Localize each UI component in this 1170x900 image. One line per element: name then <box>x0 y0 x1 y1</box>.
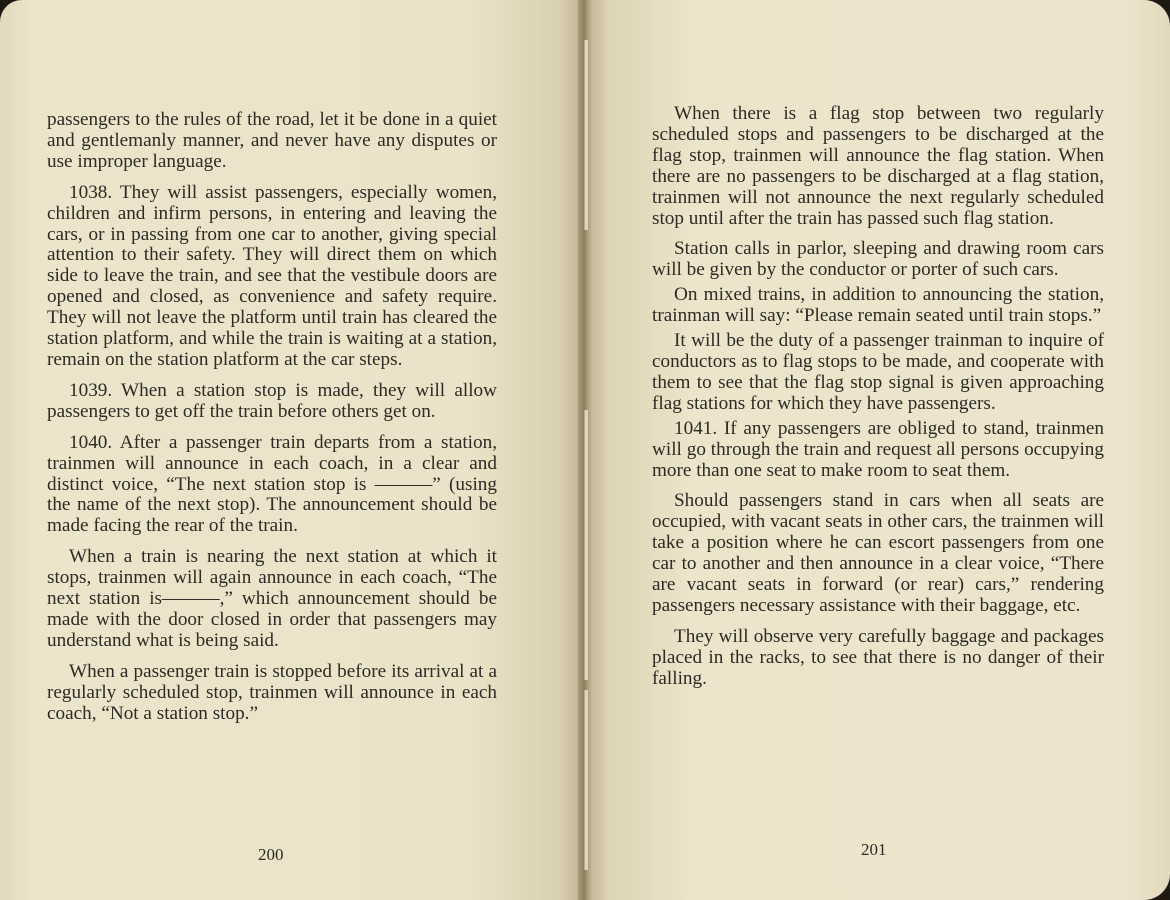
paragraph: passengers to the rules of the road, let it be done in a quiet and gentlemanly manner, and never have any disputes or use improper language. <box>47 109 497 172</box>
paragraph: They will observe very carefully baggage and packages placed in the racks, to see that there is no danger of their falling. <box>652 625 1104 689</box>
binding-thread <box>584 40 588 230</box>
right-page-text <box>652 104 1104 700</box>
paragraph: Station calls in parlor, sleeping and drawing room cars will be given by the conductor or porter of such cars. <box>652 238 1104 281</box>
paragraph: When a train is nearing the next station at which it stops, trainmen will again announce in each coach, “The next station is———,” which announcement should be made with the door closed in order that passengers may understand what is being said. <box>47 546 497 651</box>
left-page-text <box>47 110 497 734</box>
page-number-right: 201 <box>861 840 887 859</box>
page-number-left: 200 <box>258 845 284 864</box>
binding-thread <box>584 690 588 870</box>
paragraph: It will be the duty of a passenger trainman to inquire of conductors as to flag stops to be made, and cooperate with them to see that the flag stop signal is given approaching flag stations for which they have passengers. <box>652 330 1104 414</box>
paragraph-1039: 1039. When a station stop is made, they will allow passengers to get off the train before others get on. <box>47 379 497 422</box>
paragraph: On mixed trains, in addition to announcing the station, trainman will say: “Please remain seated until train stops.” <box>652 284 1104 327</box>
paragraph: When a passenger train is stopped before its arrival at a regularly scheduled stop, trainmen will announce in each coach, “Not a station stop.” <box>47 660 497 724</box>
paragraph-1041: 1041. If any passengers are obliged to stand, trainmen will go through the train and request all persons occupying more than one seat to make room to seat them. <box>652 417 1104 481</box>
binding-thread <box>584 410 588 680</box>
paragraph-1040: 1040. After a passenger train departs from a station, trainmen will announce in each coach, in a clear and distinct voice, “The next station stop is ———” (using the name of the next stop). The announcement should be made facing the rear of the train. <box>47 431 497 537</box>
paragraph-1038: 1038. They will assist passengers, especially women, children and infirm persons, in entering and leaving the cars, or in passing from one car to another, giving special attention to their safety. They will direct them on which side to leave the train, and see that the vestibule doors are opened and closed, as convenience and safety require. They will not leave the platform until train has cleared the station platform, and while the train is waiting at a station, remain on the station platform at the car steps. <box>47 181 497 370</box>
paragraph: When there is a flag stop between two regularly scheduled stops and passengers to be discharged at the flag stop, trainmen will announce the flag station. When there are no passengers to be discharged at a flag station, trainmen will not announce the next regularly scheduled stop until after the train has passed such flag station. <box>652 103 1104 229</box>
paragraph: Should passengers stand in cars when all seats are occupied, with vacant seats in other cars, the trainmen will take a position where he can escort passengers from one car to another and then announce in a clear voice, “There are vacant seats in forward (or rear) cars,” rendering passengers necessary assistance with their baggage, etc. <box>652 490 1104 616</box>
right-page <box>585 0 1170 900</box>
